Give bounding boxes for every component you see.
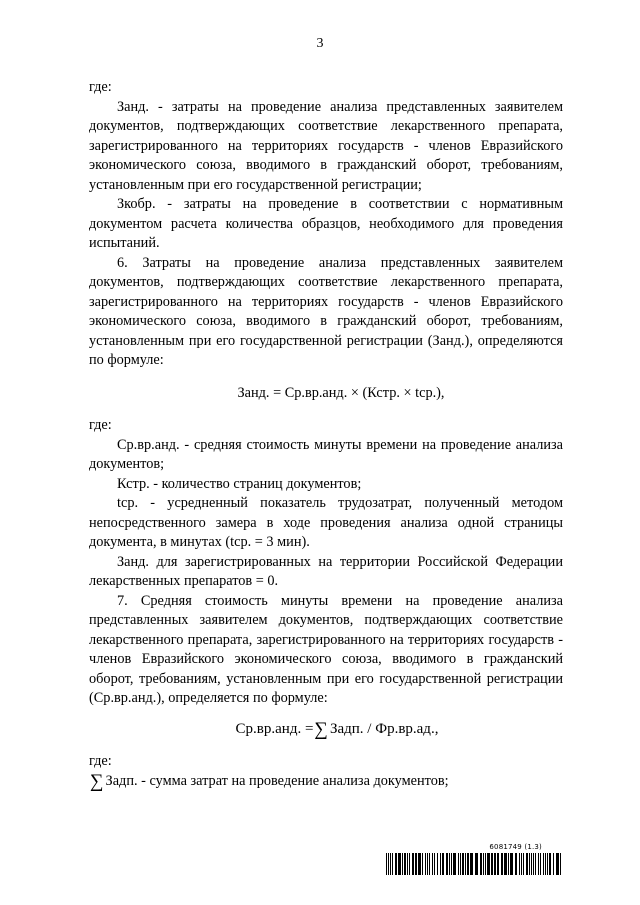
zadp-definition	[89, 772, 563, 792]
barcode-bars	[386, 853, 562, 875]
document-body	[89, 78, 563, 791]
zand-definition: Занд. - затраты на проведение анализа представленных заявителем документов, подтверждающих соответствие лекарственного препарата, зарегистрированного на территориях государств - членов Евразийского экономического союза, вводимого в гражданский оборот, требованиям, установленным при его государственной регистрации;	[89, 98, 563, 193]
formula-zand: Занд. = Ср.вр.анд. × (Кстр. × tср.),	[237, 384, 445, 401]
zand-rf-note: Занд. для зарегистрированных на территории Российской Федерации лекарственных препаратов = 0.	[89, 553, 563, 589]
where-label: где:	[89, 753, 112, 769]
page-number: 3	[316, 36, 324, 51]
tsr-definition: tср. - усредненный показатель трудозатрат, полученный методом непосредственного замера в ходе проведения анализа одной страницы документа, в минутах (tср. = 3 мин).	[89, 495, 563, 550]
kstr-definition: Кстр. - количество страниц документов;	[117, 475, 362, 492]
formula-right: Задп. / Фр.вр.ад.,	[329, 720, 439, 737]
formula-left: Ср.вр.анд. =	[235, 720, 314, 737]
item-6: 6. Затраты на проведение анализа представленных заявителем документов, подтверждающих соответствие лекарственного препарата, зарегистрированного на территориях государств - членов Евразийского экономического союза, вводимого в гражданский оборот, требованиям, установленным при его государственной регистрации (Занд.), определяются по формуле:	[89, 254, 563, 368]
zadp-text: Задп. - сумма затрат на проведение анализа документов;	[105, 772, 449, 789]
sum-symbol: ∑	[90, 770, 104, 792]
sum-symbol: ∑	[314, 718, 328, 740]
barcode-number: 6081749 (1.3)	[489, 843, 542, 851]
barcode	[386, 843, 562, 875]
where-label: где:	[89, 79, 112, 95]
srvr-definition: Ср.вр.анд. - средняя стоимость минуты времени на проведение анализа документов;	[89, 436, 563, 472]
zkobr-definition: Зкобр. - затраты на проведение в соответствии с нормативным документом расчета количества образцов, необходимого для проведения испытаний.	[89, 196, 563, 251]
where-label: где:	[89, 417, 112, 433]
formula-srvr	[89, 720, 563, 740]
item-7: 7. Средняя стоимость минуты времени на проведение анализа представленных заявителем документов, подтверждающих соответствие лекарственного препарата, зарегистрированного на территориях государств - членов Евразийского экономического союза, вводимого в гражданский оборот, требованиям, установленным при его государственной регистрации (Ср.вр.анд.), определяется по формуле:	[89, 592, 563, 706]
